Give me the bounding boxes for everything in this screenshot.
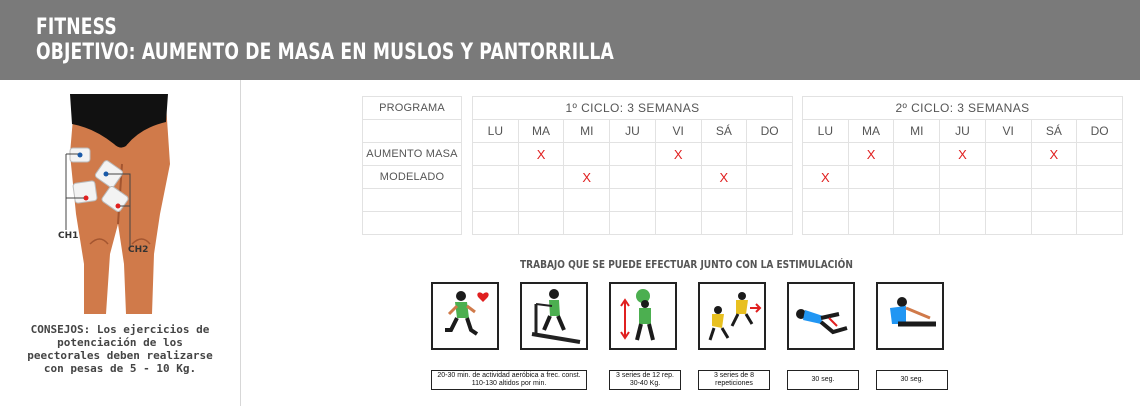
schedule-cell <box>747 166 793 189</box>
day-header: LU <box>803 120 849 143</box>
schedule-cell <box>701 143 747 166</box>
page-header <box>0 0 1140 80</box>
day-header: MI <box>894 120 940 143</box>
day-header: DO <box>747 120 793 143</box>
schedule-cell: X <box>701 166 747 189</box>
cycle-title: 1º CICLO: 3 SEMANAS <box>473 97 793 120</box>
schedule-cell: X <box>518 143 564 166</box>
program-row-label: MODELADO <box>363 166 462 189</box>
exercise-label: 30 seg. <box>876 370 948 390</box>
cycle-1-table <box>472 96 793 235</box>
schedule-cell <box>518 166 564 189</box>
schedule-cell <box>655 166 701 189</box>
running-heart-icon <box>431 282 499 350</box>
seated-stretch-icon <box>876 282 944 350</box>
page-subtitle: OBJETIVO: AUMENTO DE MASA EN MUSLOS Y PANTORRILLA <box>36 40 614 65</box>
exercise-label: 3 series de 12 rep. 30-40 Kg. <box>609 370 681 390</box>
schedule-cell <box>894 143 940 166</box>
ch1-label: CH1 <box>58 231 79 241</box>
schedule-cell <box>940 166 986 189</box>
page-title: FITNESS <box>36 15 117 40</box>
schedule-cell <box>610 143 656 166</box>
schedule-cell <box>985 143 1031 166</box>
program-row-label: AUMENTO MASA <box>363 143 462 166</box>
schedule-cell <box>894 166 940 189</box>
schedule-cell <box>473 166 519 189</box>
schedule-cell <box>747 143 793 166</box>
schedule-cell <box>803 143 849 166</box>
day-header: LU <box>473 120 519 143</box>
schedule-cell <box>985 166 1031 189</box>
schedule-cell <box>1031 166 1077 189</box>
exercise-label: 20-30 min. de actividad aeróbica a frec. const. 110-130 altidos por min. <box>431 370 587 390</box>
cycle-2-table <box>802 96 1123 235</box>
schedule-cell <box>564 143 610 166</box>
program-table <box>362 96 462 235</box>
schedule-cell: X <box>848 143 894 166</box>
program-header: PROGRAMA <box>363 97 462 120</box>
schedule-cell <box>610 166 656 189</box>
panel-divider <box>240 80 241 406</box>
day-header: SÁ <box>1031 120 1077 143</box>
day-header: JU <box>610 120 656 143</box>
exercise-label: 3 series de 8 repeticiones <box>698 370 770 390</box>
day-header: JU <box>940 120 986 143</box>
treadmill-icon <box>520 282 588 350</box>
schedule-cell: X <box>564 166 610 189</box>
floor-stretch-icon <box>787 282 855 350</box>
day-header: MI <box>564 120 610 143</box>
schedule-cell <box>473 143 519 166</box>
cycle-title: 2º CICLO: 3 SEMANAS <box>803 97 1123 120</box>
day-header: VI <box>655 120 701 143</box>
leg-illustration-icon <box>60 94 180 314</box>
advice-text: CONSEJOS: Los ejercicios de potenciación de los peectorales deben realizarse con pesas de 5 - 10 Kg. <box>27 323 213 375</box>
exercise-label: 30 seg. <box>787 370 859 390</box>
day-header: DO <box>1077 120 1123 143</box>
schedule-cell: X <box>1031 143 1077 166</box>
jump-exercise-icon <box>698 282 766 350</box>
day-header: MA <box>518 120 564 143</box>
schedule-cell <box>848 166 894 189</box>
day-header: SÁ <box>701 120 747 143</box>
training-title: TRABAJO QUE SE PUEDE EFECTUAR JUNTO CON LA ESTIMULACIÓN <box>520 258 853 271</box>
leg-figure <box>60 94 180 314</box>
day-header: VI <box>985 120 1031 143</box>
schedule-cell: X <box>655 143 701 166</box>
left-panel <box>0 80 240 406</box>
schedule-cell: X <box>940 143 986 166</box>
schedule-cell <box>1077 166 1123 189</box>
schedule-cell: X <box>803 166 849 189</box>
ch2-label: CH2 <box>128 245 149 255</box>
weight-squat-icon <box>609 282 677 350</box>
schedule-cell <box>1077 143 1123 166</box>
day-header: MA <box>848 120 894 143</box>
